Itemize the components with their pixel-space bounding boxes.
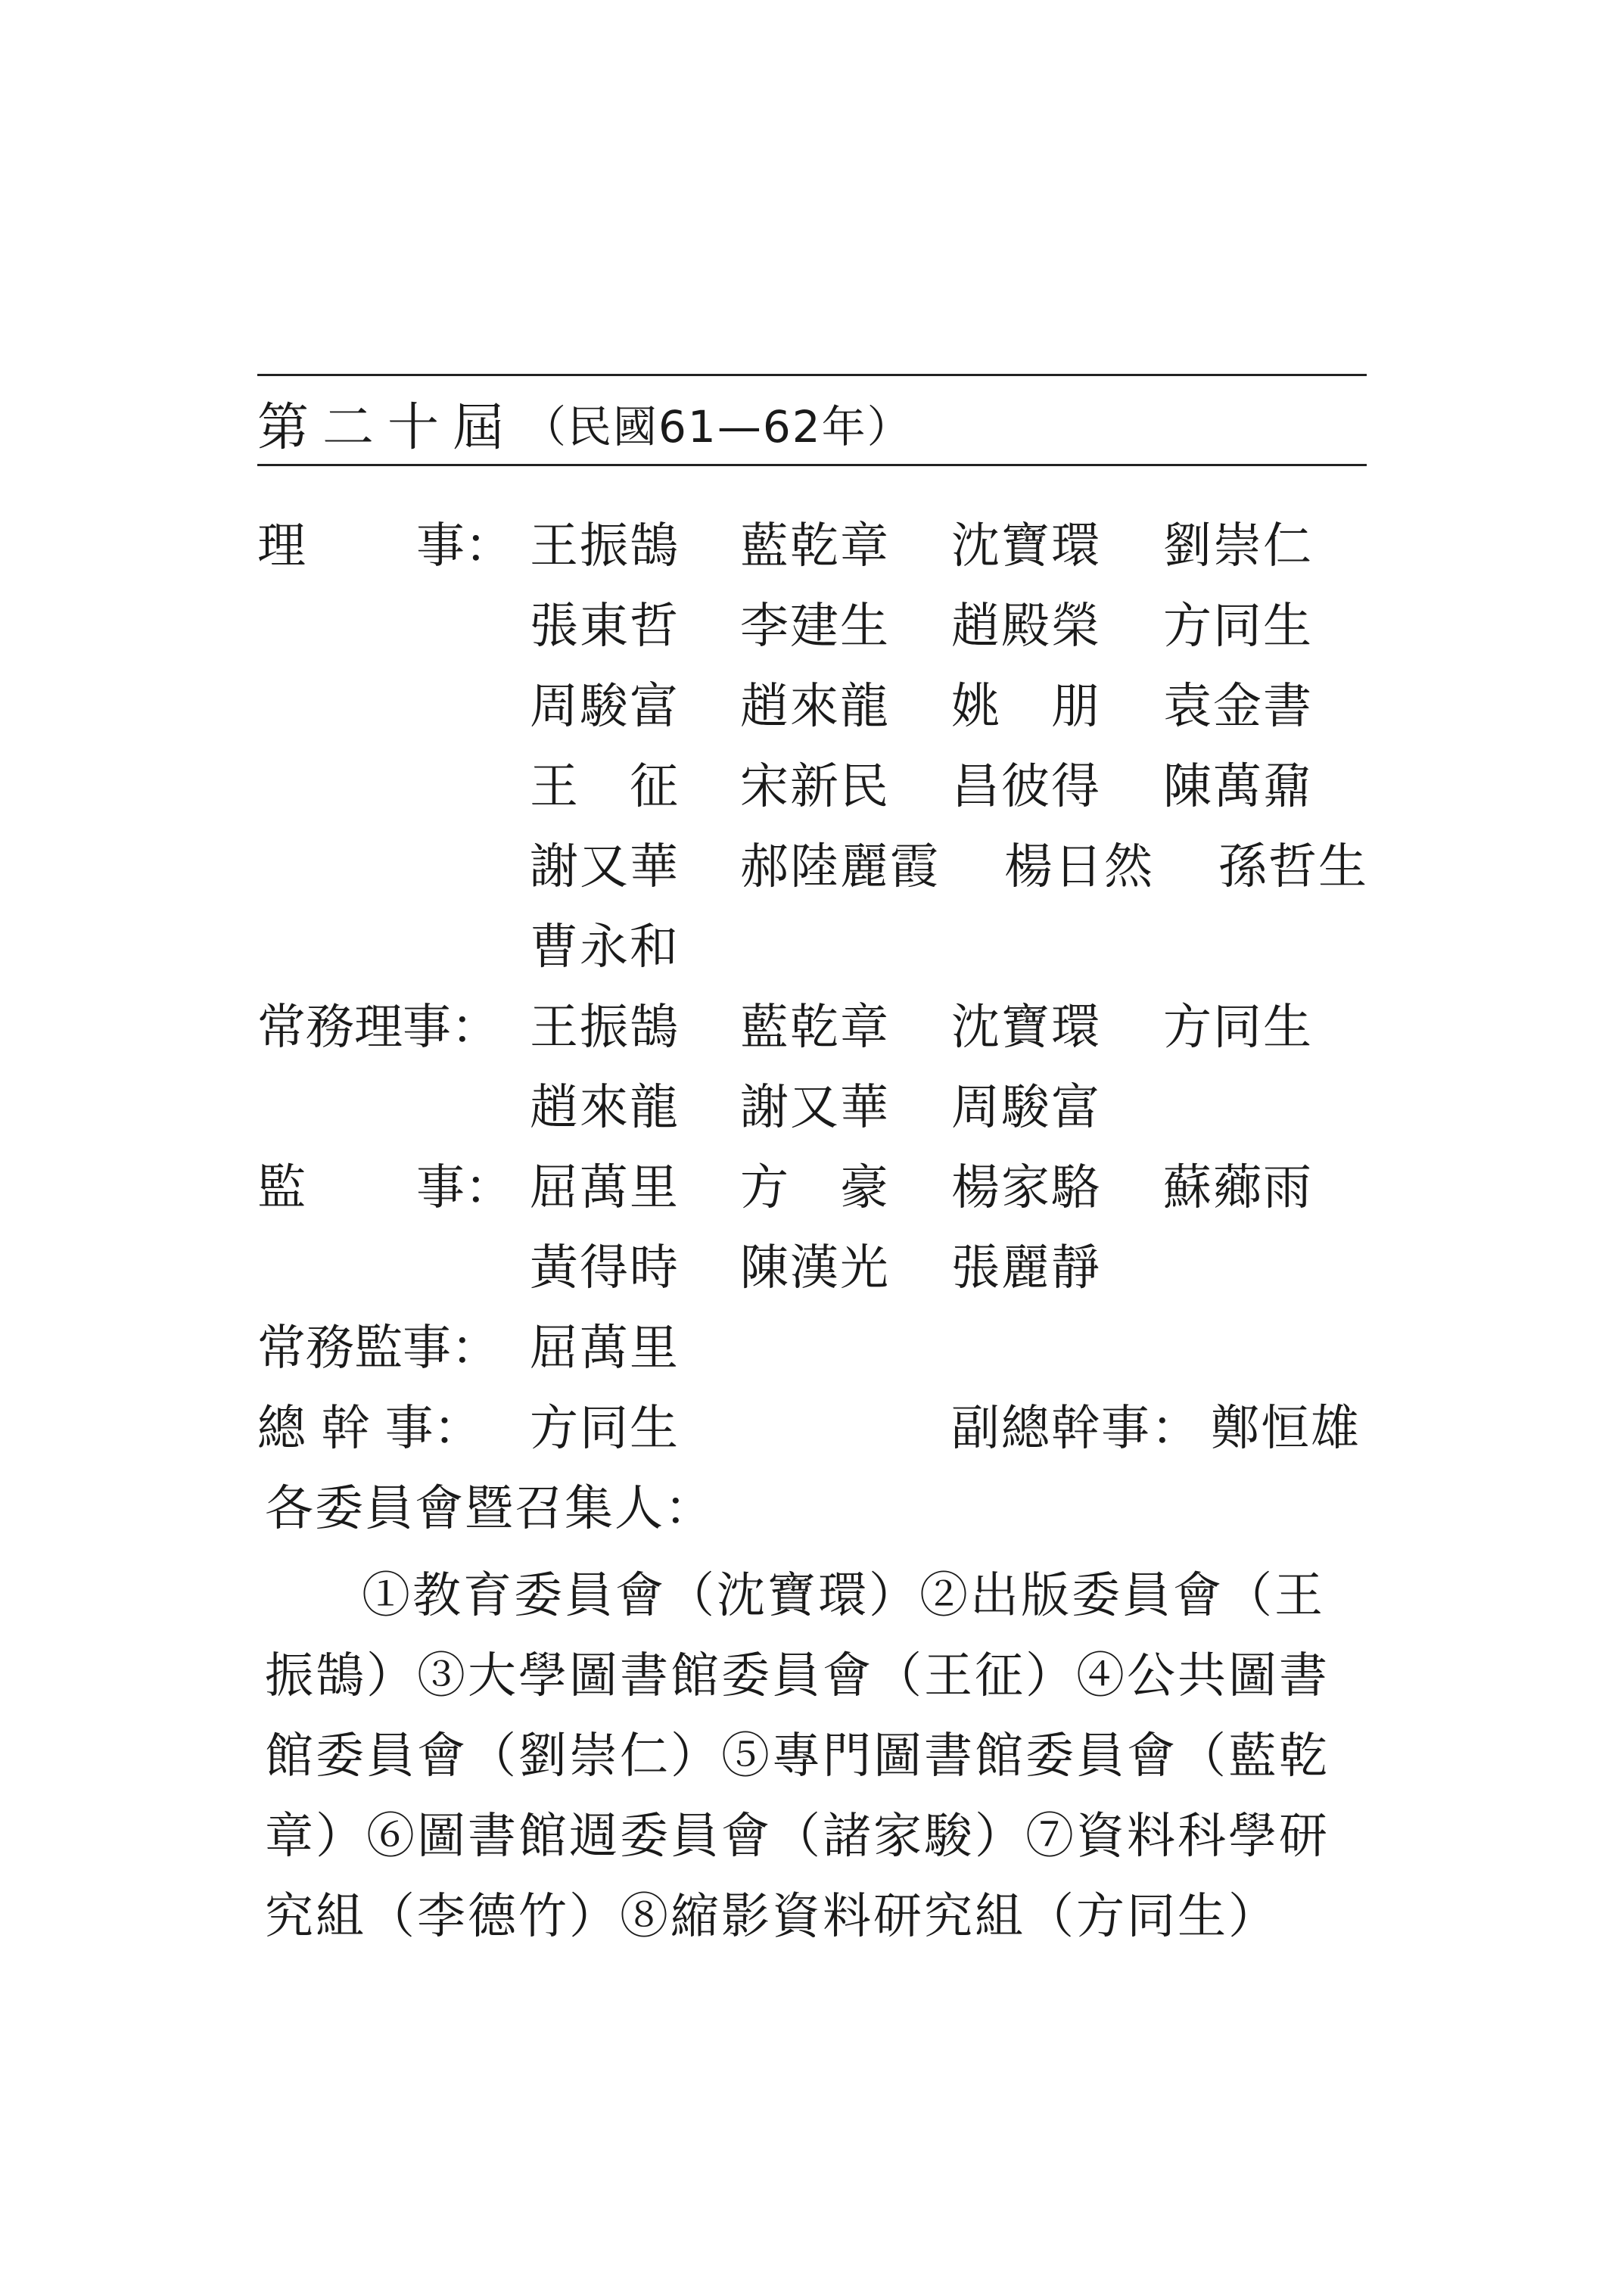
heading-subtitle: （民國61—62年） [522,401,913,453]
director-name: 楊日然 [1004,839,1154,895]
director-name: 藍乾章 [740,518,890,574]
directors-label [257,509,530,584]
supervisor-name: 黃得時 [530,1240,680,1296]
supervisor-name: 楊家駱 [951,1160,1101,1216]
supervisors-label-a: 監 [257,1160,306,1216]
supervisor-name: 屈萬里 [530,1160,680,1216]
directors-row-2 [0,589,1624,664]
directors-label-a: 理 [257,518,306,574]
director-name: 王振鵠 [530,518,680,574]
director-name: 袁金書 [1163,679,1313,735]
director-name: 宋新民 [740,759,890,815]
committees-line: 振鵠）③大學圖書館委員會（王征）④公共圖書 [265,1648,1330,1704]
bottom-rule [257,464,1367,466]
exec-directors-row-2 [0,1070,1624,1146]
exec-director-name: 方同生 [1163,1000,1313,1056]
deputy-secretary-name: 鄭恒雄 [1211,1401,1361,1457]
supervisor-name: 方 豪 [740,1160,890,1216]
director-name: 曹永和 [530,919,680,975]
director-name: 趙殿榮 [951,599,1101,655]
director-name: 郝陸麗霞 [740,839,940,895]
director-name: 李建生 [740,599,890,655]
exec-director-name: 沈寶環 [951,1000,1101,1056]
directors-label-b: 事： [416,518,513,574]
exec-supervisor-label-text: 常務監事： [257,1321,499,1377]
directors-row-1 [0,509,1624,584]
secretary-general-row [0,1391,1624,1467]
director-name: 劉崇仁 [1163,518,1313,574]
director-name: 沈寶環 [951,518,1101,574]
directors-row-5 [0,829,1624,905]
supervisor-name: 陳漢光 [740,1240,890,1296]
supervisors-row-2 [0,1230,1624,1306]
committees-line: ①教育委員會（沈寶環）②出版委員會（王 [362,1568,1325,1624]
exec-directors-label [257,990,530,1066]
director-name: 謝又華 [530,839,680,895]
director-name: 周駿富 [530,679,680,735]
deputy-secretary-label: 副總幹事： [951,1401,1201,1457]
exec-directors-row-1 [0,990,1624,1066]
supervisors-label [257,1150,530,1226]
exec-director-name: 謝又華 [740,1080,890,1136]
supervisors-label-b: 事： [416,1160,513,1216]
exec-director-name: 王振鵠 [530,1000,680,1056]
director-name: 趙來龍 [740,679,890,735]
secretary-general-label [257,1391,530,1467]
page-heading [257,389,913,457]
director-name: 陳萬鼐 [1163,759,1313,815]
directors-row-3 [0,669,1624,745]
committees-paragraph [265,1556,1377,1957]
supervisor-name: 蘇薌雨 [1163,1160,1313,1216]
director-name: 昌彼得 [951,759,1101,815]
exec-directors-label-text: 常務理事： [257,1000,499,1056]
committees-line: 章）⑥圖書館週委員會（諸家駿）⑦資料科學研 [265,1809,1330,1865]
director-name: 張東哲 [530,599,680,655]
heading-title: 第二十屆 [257,397,518,458]
exec-director-name: 趙來龍 [530,1080,680,1136]
director-name: 方同生 [1163,599,1313,655]
secretary-general-name: 方同生 [530,1401,680,1457]
exec-supervisor-row [0,1311,1624,1386]
director-name: 孫哲生 [1218,839,1368,895]
committees-label: 各委員會暨召集人： [265,1481,714,1537]
exec-supervisor-label [257,1311,530,1386]
directors-row-6 [0,910,1624,985]
secretary-general-label-text: 總 幹 事： [257,1401,482,1457]
director-name: 姚 朋 [951,679,1101,735]
exec-director-name: 周駿富 [951,1080,1101,1136]
committees-line: 館委員會（劉崇仁）⑤專門圖書館委員會（藍乾 [265,1728,1330,1784]
supervisors-row-1 [0,1150,1624,1226]
director-name: 王 征 [530,759,680,815]
top-rule [257,374,1367,376]
committees-heading-row [0,1471,1624,1547]
exec-director-name: 藍乾章 [740,1000,890,1056]
directors-row-4 [0,749,1624,825]
committees-line: 究組（李德竹）⑧縮影資料研究組（方同生） [265,1889,1279,1945]
supervisor-name: 張麗靜 [951,1240,1101,1296]
exec-supervisor-name: 屈萬里 [530,1321,680,1377]
